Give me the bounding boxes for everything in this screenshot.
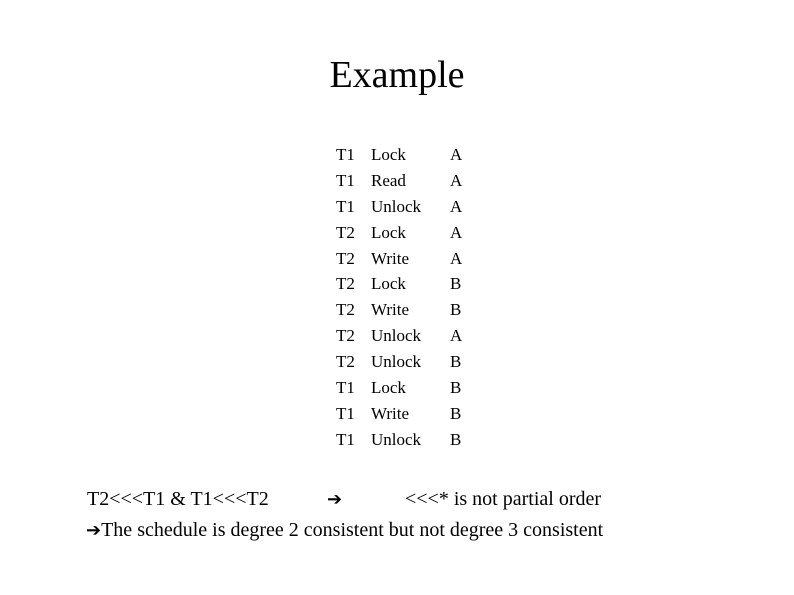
item-cell: A: [450, 326, 463, 346]
transaction-cell: T1: [336, 378, 355, 398]
operation-cell: Unlock: [371, 352, 422, 372]
item-cell: A: [450, 222, 463, 242]
conclusion-line: [86, 517, 603, 543]
transaction-cell: T1: [336, 403, 355, 423]
operation-cell: Unlock: [371, 429, 422, 449]
arrow-right-icon: ➔: [327, 489, 343, 509]
operation-cell: Write: [371, 403, 410, 423]
transaction-cell: T1: [336, 145, 355, 164]
operation-cell: Unlock: [371, 326, 422, 346]
operation-cell: Lock: [371, 222, 406, 242]
operation-cell: Write: [371, 248, 410, 268]
transaction-cell: T2: [336, 300, 355, 320]
transaction-cell: T1: [336, 196, 355, 216]
partial-order-note: <<<* is not partial order: [405, 488, 602, 510]
conclusion-text: The schedule is degree 2 consistent but not degree 3 consistent: [101, 519, 604, 541]
item-cell: B: [450, 429, 462, 449]
transaction-cell: T2: [336, 248, 355, 268]
arrow-right-icon: ➔: [86, 520, 102, 540]
transaction-cell: T2: [336, 326, 355, 346]
transaction-cell: T2: [336, 352, 355, 372]
operation-cell: Read: [371, 170, 406, 190]
item-cell: A: [450, 170, 463, 190]
item-cell: B: [450, 352, 462, 372]
item-cell: B: [450, 300, 462, 320]
operation-cell: Lock: [371, 145, 406, 164]
item-cell: A: [450, 196, 463, 216]
transaction-cell: T2: [336, 274, 355, 294]
operation-cell: Lock: [371, 274, 406, 294]
transaction-cell: T1: [336, 429, 355, 449]
item-cell: A: [450, 248, 463, 268]
item-cell: B: [450, 378, 462, 398]
slide-title: Example: [329, 54, 465, 96]
operation-cell: Lock: [371, 378, 406, 398]
item-cell: B: [450, 274, 462, 294]
transaction-cell: T1: [336, 170, 355, 190]
operation-cell: Unlock: [371, 196, 422, 216]
relation-text: T2<<<T1 & T1<<<T2: [87, 488, 269, 510]
transaction-cell: T2: [336, 222, 355, 242]
operation-cell: Write: [371, 300, 410, 320]
item-cell: B: [450, 403, 462, 423]
item-cell: A: [450, 145, 463, 164]
